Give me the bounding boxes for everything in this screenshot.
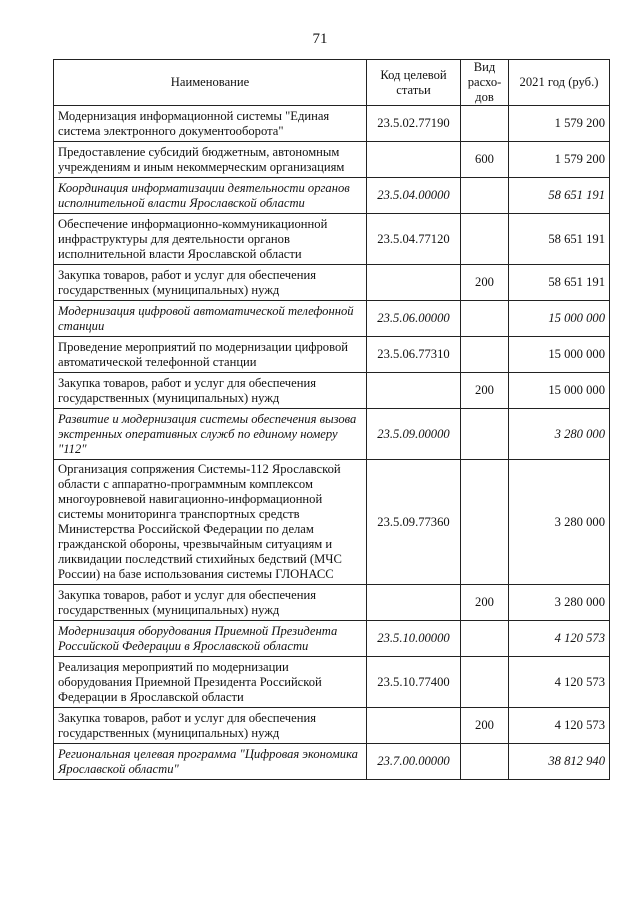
row-name-cell: Модернизация информационной системы "Единая система электронного документооборота"	[54, 106, 367, 142]
row-amount-cell: 4 120 573	[509, 708, 610, 744]
row-amount-cell: 15 000 000	[509, 301, 610, 337]
row-name-cell: Обеспечение информационно-коммуникационной инфраструктуры для деятельности органов исполнительной власти Ярославской области	[54, 214, 367, 265]
table-body	[54, 106, 610, 780]
row-type-cell	[461, 409, 509, 460]
row-amount-cell: 58 651 191	[509, 265, 610, 301]
row-type-cell	[461, 657, 509, 708]
row-code-cell	[367, 708, 461, 744]
row-amount-cell: 1 579 200	[509, 106, 610, 142]
table-row	[54, 585, 610, 621]
row-code-cell: 23.5.04.00000	[367, 178, 461, 214]
row-type-cell: 200	[461, 265, 509, 301]
row-type-cell	[461, 337, 509, 373]
table-row	[54, 744, 610, 780]
row-name-cell: Проведение мероприятий по модернизации цифровой автоматической телефонной станции	[54, 337, 367, 373]
table-row	[54, 657, 610, 708]
row-amount-cell: 1 579 200	[509, 142, 610, 178]
header-name: Наименование	[54, 60, 367, 106]
table-row	[54, 621, 610, 657]
table-row	[54, 409, 610, 460]
row-name-cell: Организация сопряжения Системы-112 Ярославской области с аппаратно-программным комплексом многоуровневой навигационно-информационной системы мониторинга транспортных средств Министерства Российской Федерации по делам гражданской обороны, чрезвычайным ситуациям и ликвидации последствий стихийных бедствий (МЧС России) на базе использования системы ГЛОНАСС	[54, 460, 367, 585]
row-amount-cell: 3 280 000	[509, 585, 610, 621]
row-amount-cell: 38 812 940	[509, 744, 610, 780]
row-name-cell: Развитие и модернизация системы обеспечения вызова экстренных оперативных служб по единому номеру "112"	[54, 409, 367, 460]
row-amount-cell: 15 000 000	[509, 373, 610, 409]
budget-table	[53, 59, 610, 780]
row-amount-cell: 58 651 191	[509, 178, 610, 214]
row-type-cell	[461, 178, 509, 214]
row-type-cell	[461, 301, 509, 337]
row-code-cell	[367, 142, 461, 178]
row-type-cell: 200	[461, 585, 509, 621]
row-amount-cell: 3 280 000	[509, 460, 610, 585]
header-code: Код целевой статьи	[367, 60, 461, 106]
row-amount-cell: 4 120 573	[509, 621, 610, 657]
row-type-cell	[461, 460, 509, 585]
table-row	[54, 373, 610, 409]
row-name-cell: Предоставление субсидий бюджетным, автономным учреждениям и иным некоммерческим организациям	[54, 142, 367, 178]
row-type-cell	[461, 214, 509, 265]
row-code-cell: 23.7.00.00000	[367, 744, 461, 780]
row-name-cell: Координация информатизации деятельности органов исполнительной власти Ярославской области	[54, 178, 367, 214]
row-code-cell: 23.5.10.77400	[367, 657, 461, 708]
row-code-cell: 23.5.06.00000	[367, 301, 461, 337]
row-name-cell: Реализация мероприятий по модернизации оборудования Приемной Президента Российской Федерации в Ярославской области	[54, 657, 367, 708]
row-amount-cell: 4 120 573	[509, 657, 610, 708]
row-code-cell	[367, 373, 461, 409]
table-row	[54, 178, 610, 214]
row-name-cell: Модернизация цифровой автоматической телефонной станции	[54, 301, 367, 337]
page-number: 71	[312, 31, 328, 47]
row-code-cell: 23.5.06.77310	[367, 337, 461, 373]
header-amount: 2021 год (руб.)	[509, 60, 610, 106]
table-row	[54, 337, 610, 373]
row-type-cell	[461, 106, 509, 142]
row-amount-cell: 15 000 000	[509, 337, 610, 373]
row-name-cell: Закупка товаров, работ и услуг для обеспечения государственных (муниципальных) нужд	[54, 265, 367, 301]
table-row	[54, 214, 610, 265]
table-row	[54, 265, 610, 301]
row-code-cell: 23.5.02.77190	[367, 106, 461, 142]
table-header-row	[54, 60, 610, 106]
row-name-cell: Региональная целевая программа "Цифровая экономика Ярославской области"	[54, 744, 367, 780]
row-code-cell: 23.5.04.77120	[367, 214, 461, 265]
row-name-cell: Закупка товаров, работ и услуг для обеспечения государственных (муниципальных) нужд	[54, 708, 367, 744]
row-code-cell	[367, 265, 461, 301]
row-code-cell: 23.5.09.00000	[367, 409, 461, 460]
table-row	[54, 106, 610, 142]
row-type-cell	[461, 621, 509, 657]
table-row	[54, 460, 610, 585]
row-code-cell: 23.5.09.77360	[367, 460, 461, 585]
row-name-cell: Закупка товаров, работ и услуг для обеспечения государственных (муниципальных) нужд	[54, 585, 367, 621]
header-type: Вид расхо-дов	[461, 60, 509, 106]
row-code-cell: 23.5.10.00000	[367, 621, 461, 657]
row-code-cell	[367, 585, 461, 621]
row-type-cell: 200	[461, 708, 509, 744]
row-name-cell: Модернизация оборудования Приемной Президента Российской Федерации в Ярославской области	[54, 621, 367, 657]
table-row	[54, 708, 610, 744]
table-row	[54, 142, 610, 178]
row-type-cell: 600	[461, 142, 509, 178]
row-amount-cell: 58 651 191	[509, 214, 610, 265]
row-type-cell: 200	[461, 373, 509, 409]
table-row	[54, 301, 610, 337]
row-amount-cell: 3 280 000	[509, 409, 610, 460]
row-type-cell	[461, 744, 509, 780]
row-name-cell: Закупка товаров, работ и услуг для обеспечения государственных (муниципальных) нужд	[54, 373, 367, 409]
